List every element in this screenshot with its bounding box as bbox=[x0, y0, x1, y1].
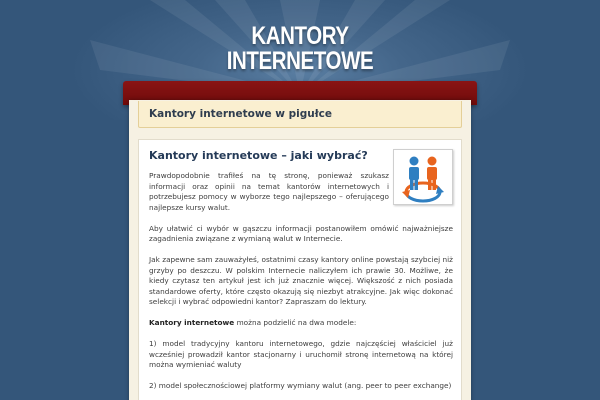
article-title: Kantory internetowe – jaki wybrać? bbox=[149, 149, 368, 162]
logo-line-1: KANTORY bbox=[251, 22, 349, 50]
article bbox=[138, 139, 462, 400]
article-paragraph: Jak zapewne sam zauważyłeś, ostatnimi czasy kantory online powstają szybciej niż grzyby po deszczu. W polskim Internecie naliczyłem ich prawie 30. Możliwe, że kiedy czytasz ten artykuł jest ich już znacznie więcej. Większość z nich posiada standardowe oferty, które często okazują się niezbyt atrakcyjne. Jak więc dokonać selekcji i wybrać odpowiedni kantor? Zapraszam do lektury. bbox=[149, 255, 453, 306]
article-paragraph: Aby ułatwić ci wybór w gąszczu informacji postanowiłem omówić najważniejsze zagadnienia związane z wymianą walut w Internecie. bbox=[149, 223, 453, 243]
site-logo[interactable] bbox=[54, 24, 546, 73]
summary-title: Kantory internetowe w pigułce bbox=[149, 108, 333, 120]
article-body bbox=[149, 171, 453, 400]
article-model-2: 2) model społecznościowej platformy wymiany walut (ang. peer to peer exchange) bbox=[149, 381, 452, 390]
division-bold-text: Kantory internetowe bbox=[149, 318, 235, 327]
article-model-1: 1) model tradycyjny kantoru internetowego, gdzie najczęściej właściciel już wcześniej prowadził kantor stacjonarny i uruchomił stronę internetową na której można wymieniać waluty bbox=[149, 339, 453, 369]
article-paragraph: Prawdopodobnie trafiłeś na tę stronę, ponieważ szukasz informacji oraz opinii na temat kantorów internetowych i potrzebujesz pomocy w wyborze tego najlepszego – oferującego najlepsze kursy walut. bbox=[149, 171, 389, 212]
summary-box bbox=[138, 101, 462, 128]
article-paragraph-division bbox=[149, 318, 453, 329]
division-text: można podzielić na dwa modele: bbox=[234, 318, 357, 327]
logo-line-2: INTERNETOWE bbox=[226, 47, 374, 75]
